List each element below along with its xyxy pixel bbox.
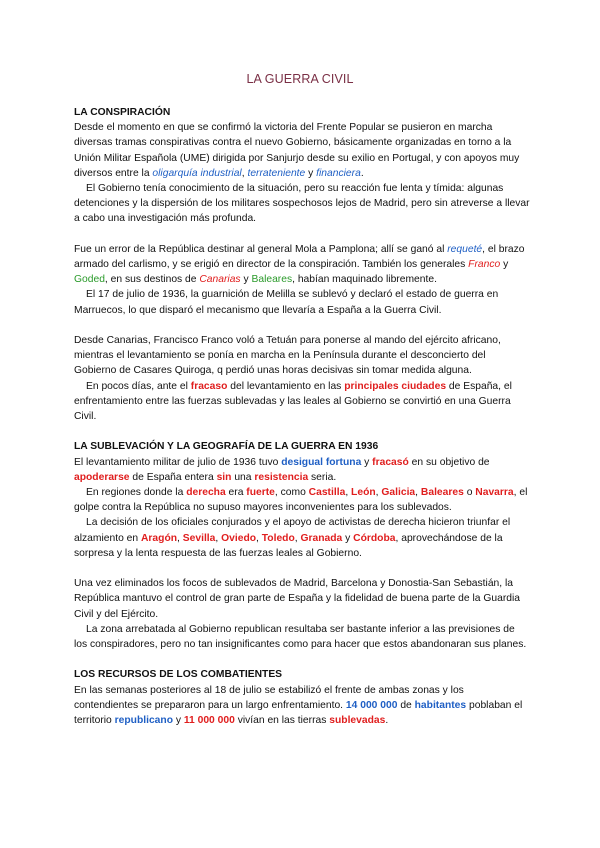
paragraph-gap bbox=[74, 227, 530, 242]
emphasis-text: sin tomar medida bbox=[356, 365, 436, 377]
emphasis-text: frente bbox=[335, 684, 362, 696]
body-text: de España entera bbox=[129, 471, 217, 483]
body-text: una bbox=[231, 471, 255, 483]
emphasis-text: desigual fortuna bbox=[281, 456, 362, 468]
body-text: El bbox=[86, 183, 99, 195]
body-text: , bbox=[177, 532, 183, 544]
body-text: , bbox=[415, 487, 421, 499]
body-text: y del bbox=[93, 608, 121, 620]
body-text: El levantamiento militar de julio de 1936 tuvo bbox=[74, 456, 282, 468]
emphasis-text: sin bbox=[216, 471, 232, 483]
emphasis-text: 11 000 000 bbox=[183, 715, 235, 727]
body-text: desde su exilio en Portugal, y con apoyos muy diversos entre la bbox=[74, 152, 520, 179]
section-heading-conspiracion: LA CONSPIRACIÓN bbox=[74, 107, 171, 118]
body-text: Desde Canarias, bbox=[74, 335, 154, 347]
body-text: de bbox=[397, 699, 415, 711]
paragraph bbox=[74, 485, 530, 515]
body-text: y bbox=[342, 532, 354, 544]
body-text: En regiones donde la bbox=[86, 487, 187, 499]
paragraph bbox=[74, 181, 530, 227]
body-text: En las semanas posteriores al 18 de julio se bbox=[74, 684, 279, 696]
emphasis-text: Sevilla bbox=[182, 532, 216, 544]
body-text: , el golpe contra la República no supuso mayores inconvenientes para los sublevados. bbox=[74, 487, 528, 514]
paragraph-gap bbox=[74, 424, 530, 439]
body-text: , aprovechándose de la sorpresa y la lenta respuesta de las fuerzas leales al Gobierno. bbox=[74, 532, 503, 559]
body-text: poblaban el territorio bbox=[74, 699, 523, 727]
emphasis-text: Baleares bbox=[420, 487, 464, 499]
body-text: , el brazo armado del carlismo, y se erigió en director de la conspiración. También los generales bbox=[74, 243, 525, 271]
body-text: contra el nuevo Gobierno, básicamente organizadas en torno a la bbox=[209, 137, 512, 149]
emphasis-text: Granada bbox=[300, 532, 343, 544]
body-text: y bbox=[422, 183, 434, 195]
paragraph bbox=[74, 683, 530, 729]
body-text: La zona arrebatada al Gobierno republican resultaba ser bastante inferior a las previsiones de los conspiradores, pero no tan insignificantes como para hacer que estos abandonaran sus planes. bbox=[74, 623, 527, 651]
emphasis-text: fracaso bbox=[190, 380, 228, 392]
paragraph bbox=[74, 242, 530, 288]
emphasis-text: Aragón bbox=[140, 532, 178, 544]
document-title: LA GUERRA CIVIL bbox=[246, 72, 354, 86]
emphasis-text: Unión Militar Española (UME) bbox=[74, 152, 210, 164]
body-text: , bbox=[256, 532, 262, 544]
body-text: el bbox=[321, 684, 336, 696]
body-text: vivían en las tierras bbox=[234, 715, 330, 727]
body-text: , bbox=[241, 167, 248, 179]
body-text: , como bbox=[274, 487, 309, 499]
emphasis-text: lenta bbox=[400, 183, 423, 195]
section-heading-sublevacion: LA SUBLEVACIÓN Y LA GEOGRAFÍA DE LA GUERRA EN 1936 bbox=[74, 441, 379, 453]
emphasis-text: financiera bbox=[316, 167, 361, 179]
paragraph-gap bbox=[74, 561, 530, 576]
emphasis-text: Gobierno bbox=[98, 183, 141, 195]
emphasis-text: derecha bbox=[186, 487, 226, 499]
emphasis-text: tramas conspirativas bbox=[115, 137, 210, 149]
emphasis-text: apoderarse bbox=[74, 471, 130, 483]
emphasis-text: oligarquía industrial bbox=[152, 167, 242, 179]
emphasis-text: requeté bbox=[447, 243, 483, 255]
body-text: o bbox=[463, 487, 476, 499]
emphasis-text: horas bbox=[282, 365, 309, 377]
emphasis-text: Franco bbox=[468, 259, 501, 271]
body-text: voló a Tetuán para ponerse al mando del ejército africano, mientras el levantamiento se ponía en marcha en la Península durante el bbox=[74, 335, 501, 362]
body-text: , en sus destinos de bbox=[104, 274, 200, 286]
emphasis-text: 14 000 000 bbox=[345, 699, 398, 711]
emphasis-text: guarnición bbox=[201, 289, 250, 301]
emphasis-text: gran parte bbox=[223, 593, 271, 605]
emphasis-text: Oviedo bbox=[221, 532, 257, 544]
paragraph bbox=[74, 515, 530, 561]
body-text: alguna. bbox=[435, 365, 472, 377]
body-text: El bbox=[86, 289, 99, 301]
emphasis-text: León bbox=[351, 487, 376, 499]
emphasis-text: fracasó bbox=[372, 456, 409, 468]
emphasis-text: control bbox=[175, 593, 207, 605]
emphasis-text: Córdoba bbox=[353, 532, 396, 544]
body-text: de bbox=[249, 289, 267, 301]
body-text: a bbox=[317, 243, 329, 255]
body-text: de bbox=[270, 593, 289, 605]
body-text: de España, el enfrentamiento entre las fuerzas sublevadas y las leales al Gobierno se convirtió en una Guerra Civil. bbox=[74, 380, 512, 423]
body-text: decisivas bbox=[308, 365, 357, 377]
emphasis-text: Galicia bbox=[381, 487, 416, 499]
body-text: del bbox=[468, 350, 486, 362]
body-text: en su objetivo de bbox=[408, 456, 490, 468]
emphasis-text: habitantes bbox=[414, 699, 467, 711]
emphasis-text: fuerte bbox=[246, 487, 275, 499]
body-text: y bbox=[500, 259, 509, 271]
document-body bbox=[74, 105, 530, 728]
body-text: . bbox=[385, 715, 389, 727]
paragraph bbox=[74, 333, 530, 379]
emphasis-text: Canarias bbox=[199, 274, 241, 286]
emphasis-text: terrateniente bbox=[247, 167, 306, 179]
emphasis-text: Ejército bbox=[120, 608, 156, 620]
paragraph bbox=[74, 120, 530, 181]
body-text: del levantamiento en las bbox=[227, 380, 345, 392]
paragraph bbox=[74, 455, 530, 485]
body-text: y bbox=[240, 274, 252, 286]
body-text: de buena parte de la bbox=[383, 593, 484, 605]
emphasis-text: 17 de julio de 1936 bbox=[98, 289, 186, 301]
body-text: seria. bbox=[308, 471, 337, 483]
body-text: era bbox=[225, 487, 247, 499]
body-text: La decisión de los oficiales conjurados y el apoyo de activistas de derecha hicieron triunfar el alzamiento en bbox=[74, 517, 511, 544]
body-text: Una vez eliminados los focos de sublevados de Madrid, Barcelona y Donostia-San Sebastián, la República mantuvo el bbox=[74, 578, 514, 605]
emphasis-text: Toledo bbox=[261, 532, 295, 544]
paragraph bbox=[74, 576, 530, 622]
body-text: En pocos días, ante el bbox=[86, 380, 191, 392]
body-text: y bbox=[172, 715, 184, 727]
body-text: . bbox=[155, 608, 159, 620]
emphasis-text: Francisco Franco bbox=[153, 335, 234, 347]
paragraph bbox=[74, 379, 530, 425]
body-text: : algunas detenciones y la dispersión de los militares sospechosos lejos de Madrid, pero sin atreverse a llevar a cabo una investigación más profunda. bbox=[74, 183, 530, 225]
emphasis-text: Guardia Civil bbox=[74, 593, 521, 620]
emphasis-text: Navarra bbox=[475, 487, 514, 499]
emphasis-text: España bbox=[288, 593, 324, 605]
emphasis-text: Gobierno bbox=[74, 365, 117, 377]
body-text: de bbox=[206, 593, 224, 605]
body-text: , bbox=[215, 532, 222, 544]
paragraph bbox=[74, 622, 530, 652]
emphasis-text: tímida bbox=[433, 183, 462, 195]
body-text: , habían maquinado libremente. bbox=[292, 274, 437, 286]
emphasis-text: desconcierto bbox=[410, 350, 469, 362]
body-text: , la bbox=[185, 289, 202, 301]
emphasis-text: Sanjurjo bbox=[266, 152, 305, 164]
section-heading-recursos: LOS RECURSOS DE LOS COMBATIENTES bbox=[74, 669, 283, 681]
emphasis-text: principales ciudades bbox=[344, 380, 447, 392]
emphasis-text: estabilizó bbox=[278, 684, 322, 696]
body-text: dirigida por bbox=[209, 152, 267, 164]
body-text: y bbox=[361, 456, 373, 468]
body-text: ; allí se ganó al bbox=[375, 243, 448, 255]
emphasis-text: Castilla bbox=[308, 487, 346, 499]
body-text: Desde el momento en que se confirmó la victoria del Frente Popular se pusieron en marcha diversas bbox=[74, 122, 493, 149]
body-text: de ambas zonas y los contendientes se prepararon para un largo enfrentamiento. bbox=[74, 684, 464, 711]
body-text: y la bbox=[323, 593, 345, 605]
emphasis-text: Baleares bbox=[251, 274, 293, 286]
paragraph-gap bbox=[74, 652, 530, 667]
body-text: , bbox=[345, 487, 352, 499]
body-text: se sublevó y declaró el estado de guerra en Marruecos, lo que disparó el mecanismo que llevaría a España a la Guerra Civil. bbox=[74, 289, 499, 316]
emphasis-text: sublevadas bbox=[329, 715, 386, 727]
emphasis-text: fidelidad bbox=[344, 593, 384, 605]
body-text: Fue un error de la República destinar al general bbox=[74, 243, 295, 255]
body-text: y bbox=[305, 167, 317, 179]
body-text: tenía conocimiento de la situación, pero su reacción fue bbox=[140, 183, 401, 195]
paragraph bbox=[74, 287, 530, 317]
emphasis-text: Pamplona bbox=[328, 243, 376, 255]
body-text: , bbox=[294, 532, 301, 544]
body-text: de Casares Quiroga, q perdió unas bbox=[116, 365, 283, 377]
emphasis-text: Melilla bbox=[266, 289, 296, 301]
body-text: . bbox=[360, 167, 364, 179]
emphasis-text: resistencia bbox=[254, 471, 309, 483]
body-text: , bbox=[375, 487, 382, 499]
paragraph-gap bbox=[74, 318, 530, 333]
emphasis-text: Goded bbox=[74, 274, 105, 286]
emphasis-text: Mola bbox=[294, 243, 318, 255]
emphasis-text: republicano bbox=[114, 715, 173, 727]
